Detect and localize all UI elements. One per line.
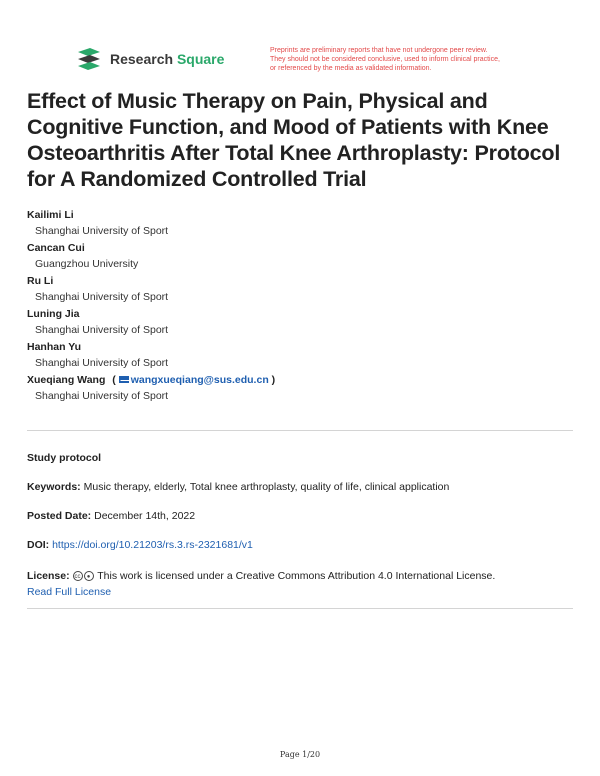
license-label: License: [27,570,70,582]
author-name[interactable]: Xueqiang Wang [27,374,106,386]
attribution-icon: ● [84,571,94,581]
author-list [27,207,575,405]
paren-open: ( [112,374,116,386]
author-entry [27,273,575,305]
keywords-row [27,479,575,495]
author-name[interactable]: Cancan Cui [27,242,85,254]
email-link[interactable]: wangxueqiang@sus.edu.cn [130,374,269,386]
divider [27,608,573,609]
keywords-label: Keywords: [27,481,81,493]
corresponding-author-name [27,372,575,388]
author-affiliation: Shanghai University of Sport [35,324,169,336]
author-entry [27,207,575,239]
author-affiliation: Shanghai University of Sport [35,390,169,402]
doi-link[interactable]: https://doi.org/10.21203/rs.3.rs-2321681/v1 [52,539,253,551]
preprint-notice [270,46,540,73]
author-affiliation: Shanghai University of Sport [35,357,169,369]
corresponding-author-entry [27,372,575,404]
mail-icon [119,376,129,383]
posted-date-value: December 14th, 2022 [94,510,196,522]
notice-line: or referenced by the media as validated information. [270,65,432,72]
author-affiliation: Shanghai University of Sport [35,291,169,303]
author-name[interactable]: Kailimi Li [27,209,74,221]
keywords-value: Music therapy, elderly, Total knee arthroplasty, quality of life, clinical application [83,481,450,493]
posted-date-row [27,508,575,524]
page-number: Page 1/20 [279,750,321,759]
notice-line: Preprints are preliminary reports that have not undergone peer review. [270,47,488,54]
author-entry [27,339,575,371]
doi-row [27,537,575,553]
header [0,0,600,80]
author-entry [27,306,575,338]
read-full-license-link[interactable]: Read Full License [27,586,112,598]
divider [27,430,573,431]
paper-title: Effect of Music Therapy on Pain, Physical and Cognitive Function, and Mood of Patients with Knee Osteoarthritis After Total Knee Arthroplasty: Protocol for A Randomized Controlled Trial [27,89,561,191]
doi-label: DOI: [27,539,50,551]
logo-text: Research Square [110,51,225,67]
author-name[interactable]: Ru Li [27,275,54,287]
cc-icon: cc [73,571,83,581]
author-name[interactable]: Luning Jia [27,308,80,320]
notice-line: They should not be considered conclusive, used to inform clinical practice, [270,56,500,63]
author-affiliation: Shanghai University of Sport [35,225,169,237]
paren-close: ) [271,374,276,386]
research-square-logo-icon [76,46,102,72]
license-text: This work is licensed under a Creative Commons Attribution 4.0 International License. [97,570,496,582]
research-square-logo[interactable] [76,46,224,72]
author-name[interactable]: Hanhan Yu [27,341,82,353]
article-type-label: Study protocol [27,452,102,464]
license-row [27,568,575,600]
author-affiliation: Guangzhou University [35,258,139,270]
article-type [27,450,575,466]
posted-date-label: Posted Date: [27,510,92,522]
author-entry [27,240,575,272]
